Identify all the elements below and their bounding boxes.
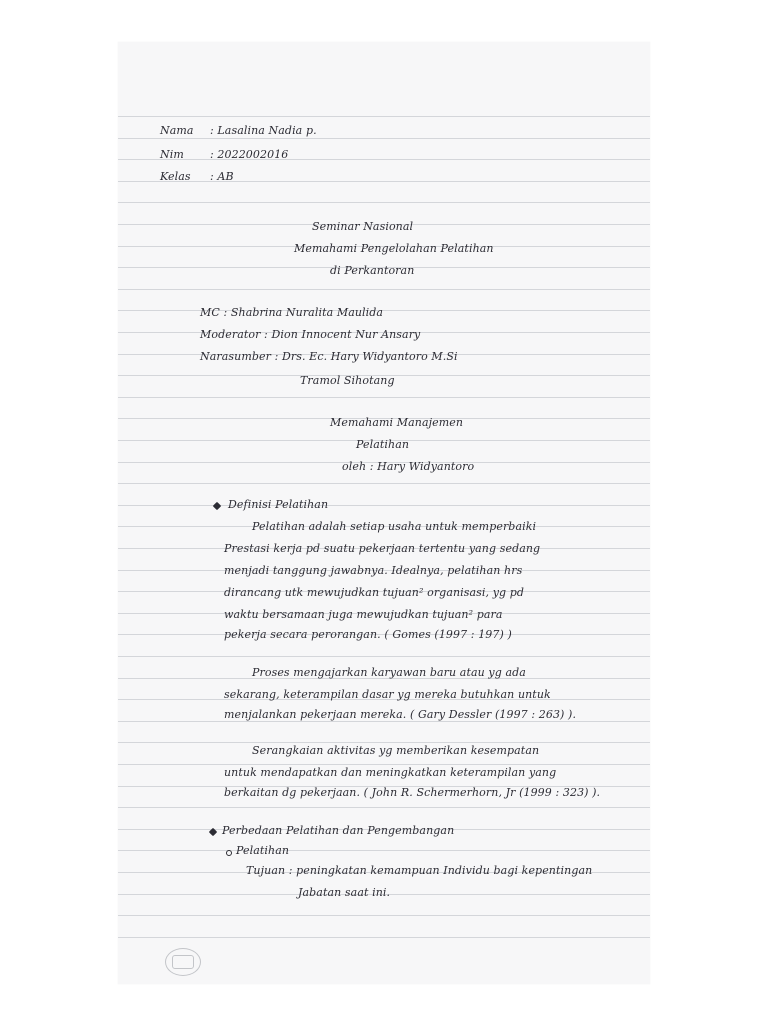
moderator-line: Moderator : Dion Innocent Nur Ansary	[200, 328, 421, 341]
para2-line-2: sekarang, keterampilan dasar yg mereka butuhkan untuk	[224, 688, 551, 701]
tujuan-line-2: Jabatan saat ini.	[298, 886, 391, 899]
nama-value: : Lasalina Nadia p.	[210, 124, 317, 137]
circle-bullet-icon	[226, 850, 232, 856]
section1-heading: Definisi Pelatihan	[228, 498, 329, 511]
title-line-3: di Perkantoran	[330, 264, 415, 277]
ruled-line	[118, 483, 650, 484]
subtitle-line-3: oleh : Hary Widyantoro	[342, 460, 475, 473]
bullet-icon	[213, 502, 221, 510]
para3-line-2: untuk mendapatkan dan meningkatkan keterampilan yang	[224, 766, 557, 779]
ruled-line	[118, 656, 650, 657]
kelas-label: Kelas	[160, 170, 191, 183]
ruled-line	[118, 116, 650, 117]
sidu-logo-stamp	[165, 948, 201, 976]
ruled-line	[118, 159, 650, 160]
ruled-line	[118, 181, 650, 182]
para1-line-5: waktu bersamaan juga mewujudkan tujuan² para	[224, 608, 503, 621]
ruled-line	[118, 138, 650, 139]
para2-line-1: Proses mengajarkan karyawan baru atau yg ada	[252, 666, 526, 679]
sidu-logo-inner	[172, 955, 194, 969]
ruled-line	[118, 807, 650, 808]
section2-heading: Perbedaan Pelatihan dan Pengembangan	[222, 824, 455, 837]
ruled-line	[118, 764, 650, 765]
para3-line-3: berkaitan dg pekerjaan. ( John R. Schermerhorn, Jr (1999 : 323) ).	[224, 786, 601, 799]
subtitle-line-1: Memahami Manajemen	[330, 416, 464, 429]
para1-line-3: menjadi tanggung jawabnya. Idealnya, pelatihan hrs	[224, 564, 523, 577]
nama-label: Nama	[160, 124, 194, 137]
subtitle-line-2: Pelatihan	[356, 438, 410, 451]
title-line-1: Seminar Nasional	[312, 220, 414, 233]
para1-line-4: dirancang utk mewujudkan tujuan² organisasi, yg pd	[224, 586, 525, 599]
nim-label: Nim	[160, 148, 184, 161]
kelas-value: : AB	[210, 170, 234, 183]
ruled-line	[118, 310, 650, 311]
narasumber-line: Narasumber : Drs. Ec. Hary Widyantoro M.Si	[200, 350, 458, 363]
title-line-2: Memahami Pengelolahan Pelatihan	[294, 242, 494, 255]
ruled-line	[118, 289, 650, 290]
para2-line-3: menjalankan pekerjaan mereka. ( Gary Dessler (1997 : 263) ).	[224, 708, 577, 721]
ruled-line	[118, 915, 650, 916]
notebook-paper	[118, 42, 650, 984]
ruled-line	[118, 742, 650, 743]
para1-line-6: pekerja secara perorangan. ( Gomes (1997 : 197) )	[224, 628, 512, 641]
para1-line-2: Prestasi kerja pd suatu pekerjaan tertentu yang sedang	[224, 542, 541, 555]
para3-line-1: Serangkaian aktivitas yg memberikan kesempatan	[252, 744, 540, 757]
ruled-line	[118, 397, 650, 398]
section2-sub: Pelatihan	[236, 844, 290, 857]
ruled-line	[118, 937, 650, 938]
mc-line: MC : Shabrina Nuralita Maulida	[200, 306, 384, 319]
ruled-line	[118, 505, 650, 506]
ruled-line	[118, 202, 650, 203]
ruled-line	[118, 850, 650, 851]
tujuan-line-1: Tujuan : peningkatan kemampuan Individu bagi kepentingan	[246, 864, 593, 877]
para1-line-1: Pelatihan adalah setiap usaha untuk memperbaiki	[252, 520, 537, 533]
narasumber-line-2: Tramol Sihotang	[300, 374, 395, 387]
nim-value: : 2022002016	[210, 148, 289, 161]
